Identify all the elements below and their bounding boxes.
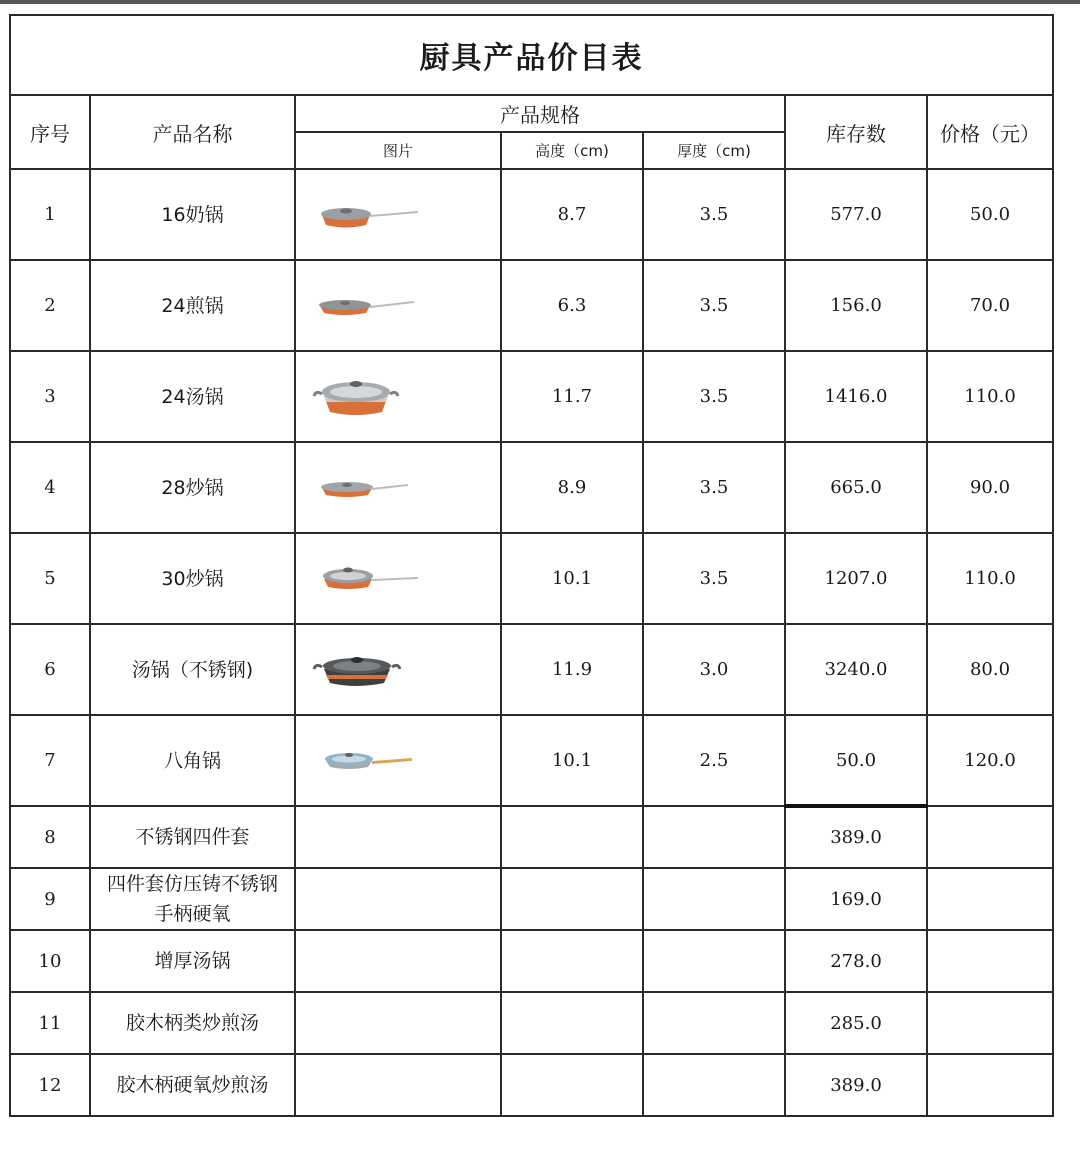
- row-image-cell: [295, 1054, 501, 1116]
- row-image-cell: [295, 806, 501, 868]
- row-stock: 389.0: [785, 806, 927, 868]
- row-thickness: 3.5: [643, 169, 785, 260]
- row-index: 10: [10, 930, 90, 992]
- row-name: 八角锅: [90, 715, 295, 806]
- row-name: 30炒锅: [90, 533, 295, 624]
- table-row: [10, 260, 1053, 351]
- row-thickness: [643, 1054, 785, 1116]
- row-height: [501, 930, 643, 992]
- row-image-cell: [295, 351, 501, 442]
- header-spec: 产品规格: [295, 95, 785, 132]
- row-thickness: [643, 930, 785, 992]
- row-height: 6.3: [501, 260, 643, 351]
- table-row: [10, 169, 1053, 260]
- row-stock: 285.0: [785, 992, 927, 1054]
- title-row: [10, 15, 1053, 95]
- row-price: [927, 930, 1053, 992]
- header-price: 价格（元）: [927, 95, 1053, 169]
- stainless-soup-pot-icon: [310, 647, 420, 693]
- row-image-cell: [295, 533, 501, 624]
- price-table: [9, 14, 1054, 1117]
- row-stock: 50.0: [785, 715, 927, 806]
- row-price: 90.0: [927, 442, 1053, 533]
- row-height: 8.7: [501, 169, 643, 260]
- row-thickness: 2.5: [643, 715, 785, 806]
- row-name: 胶木柄硬氧炒煎汤: [90, 1054, 295, 1116]
- header-height: 高度（cm): [501, 132, 643, 169]
- row-index: 8: [10, 806, 90, 868]
- row-image-cell: [295, 930, 501, 992]
- row-price: [927, 1054, 1053, 1116]
- row-index: 4: [10, 442, 90, 533]
- row-price: 80.0: [927, 624, 1053, 715]
- table-row: [10, 806, 1053, 868]
- row-image-cell: [295, 442, 501, 533]
- row-index: 3: [10, 351, 90, 442]
- header-row-top: [10, 95, 1053, 132]
- row-price: 110.0: [927, 351, 1053, 442]
- row-stock: 169.0: [785, 868, 927, 930]
- row-name: 四件套仿压铸不锈钢: [106, 873, 278, 895]
- table-row: [10, 715, 1053, 806]
- row-height: [501, 1054, 643, 1116]
- row-price: 120.0: [927, 715, 1053, 806]
- row-price: [927, 806, 1053, 868]
- row-price: 110.0: [927, 533, 1053, 624]
- row-thickness: 3.5: [643, 442, 785, 533]
- row-index: 12: [10, 1054, 90, 1116]
- row-index: 5: [10, 533, 90, 624]
- top-border-bar: [0, 0, 1080, 4]
- row-stock: 1207.0: [785, 533, 927, 624]
- row-height: 10.1: [501, 533, 643, 624]
- table-title: 厨具产品价目表: [10, 15, 1053, 95]
- row-stock: 3240.0: [785, 624, 927, 715]
- row-thickness: [643, 868, 785, 930]
- header-stock: 库存数: [785, 95, 927, 169]
- row-thickness: [643, 992, 785, 1054]
- row-image-cell: [295, 715, 501, 806]
- row-name: 24汤锅: [90, 351, 295, 442]
- octagonal-pan-icon: [310, 741, 420, 781]
- row-name: 胶木柄类炒煎汤: [90, 992, 295, 1054]
- row-name-line2: 手柄硬氧: [154, 903, 231, 925]
- row-image-cell: [295, 992, 501, 1054]
- row-price: 50.0: [927, 169, 1053, 260]
- row-stock: 665.0: [785, 442, 927, 533]
- row-index: 7: [10, 715, 90, 806]
- header-thickness: 厚度（cm): [643, 132, 785, 169]
- row-image-cell: [295, 868, 501, 930]
- table-row: [10, 868, 1053, 930]
- row-height: [501, 806, 643, 868]
- row-name: 不锈钢四件套: [90, 806, 295, 868]
- row-index: 2: [10, 260, 90, 351]
- milk-pot-icon: [310, 195, 420, 235]
- row-height: [501, 992, 643, 1054]
- row-index: 1: [10, 169, 90, 260]
- row-stock: 278.0: [785, 930, 927, 992]
- row-price: [927, 868, 1053, 930]
- frying-pan-icon: [310, 286, 420, 326]
- row-name-cell: [90, 868, 295, 930]
- row-thickness: 3.5: [643, 533, 785, 624]
- row-thickness: 3.5: [643, 351, 785, 442]
- row-thickness: 3.5: [643, 260, 785, 351]
- header-name: 产品名称: [90, 95, 295, 169]
- row-thickness: [643, 806, 785, 868]
- table-row: [10, 351, 1053, 442]
- row-image-cell: [295, 260, 501, 351]
- row-height: 11.7: [501, 351, 643, 442]
- wok-icon: [310, 468, 420, 508]
- row-stock: 1416.0: [785, 351, 927, 442]
- table-row: [10, 1054, 1053, 1116]
- row-stock: 577.0: [785, 169, 927, 260]
- header-index: 序号: [10, 95, 90, 169]
- row-price: 70.0: [927, 260, 1053, 351]
- row-stock: 389.0: [785, 1054, 927, 1116]
- row-index: 9: [10, 868, 90, 930]
- row-index: 6: [10, 624, 90, 715]
- row-stock: 156.0: [785, 260, 927, 351]
- row-name: 增厚汤锅: [90, 930, 295, 992]
- table-row: [10, 624, 1053, 715]
- row-name: 16奶锅: [90, 169, 295, 260]
- row-thickness: 3.0: [643, 624, 785, 715]
- table-row: [10, 442, 1053, 533]
- table-row: [10, 930, 1053, 992]
- row-height: 11.9: [501, 624, 643, 715]
- row-height: 8.9: [501, 442, 643, 533]
- table-row: [10, 533, 1053, 624]
- header-image: 图片: [295, 132, 501, 169]
- row-price: [927, 992, 1053, 1054]
- row-image-cell: [295, 169, 501, 260]
- table-row: [10, 992, 1053, 1054]
- row-name: 汤锅（不锈钢): [90, 624, 295, 715]
- row-index: 11: [10, 992, 90, 1054]
- row-name: 28炒锅: [90, 442, 295, 533]
- soup-pot-icon: [310, 372, 420, 422]
- row-height: 10.1: [501, 715, 643, 806]
- row-name: 24煎锅: [90, 260, 295, 351]
- row-image-cell: [295, 624, 501, 715]
- wok-lid-icon: [310, 559, 420, 599]
- row-height: [501, 868, 643, 930]
